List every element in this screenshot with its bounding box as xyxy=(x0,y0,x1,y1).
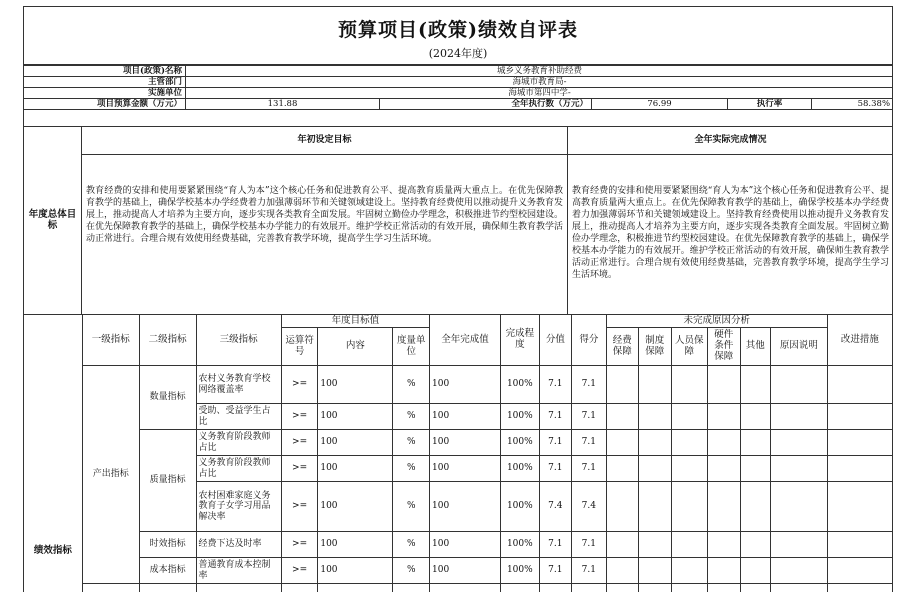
header-reason-staff: 人员保障 xyxy=(671,328,708,366)
row-2-content: 100 xyxy=(318,430,393,456)
project-info-table xyxy=(23,65,893,110)
row-3-weight: 7.1 xyxy=(539,456,571,482)
table-row xyxy=(24,366,893,404)
actual-results-header: 全年实际完成情况 xyxy=(568,127,894,155)
row-5-degree: 100% xyxy=(501,532,540,558)
self-evaluation-sheet xyxy=(23,6,893,592)
row-3-op: >= xyxy=(281,456,318,482)
row-1-value: 100 xyxy=(430,404,501,430)
row-3-unit: % xyxy=(393,456,430,482)
row-4-content: 100 xyxy=(318,482,393,532)
actual-results-text: 教育经费的安排和使用要紧紧围绕“育人为本”这个核心任务和促进教育公平、提高教育质量两大重点上。在优先保障教育教学的基础上，确保学校基本办学经费着力加强薄弱环节和关键领域建设上。坚持教育经费使用以推动提升义务教育发展上，推动提高人才培养为主要方向，逐步实现各类教育全面发展。牢固树立勤俭办学理念，积极推进节约型校园建设。在优先保障教育教学的基础上，确保学校基本办学能力的有效展开。维护学校正常活动的有效开展，确保师生教育教学活动正常进行。合理合规有效使用经费基础，完善教育教学环境，提高学生学习生活环境。 xyxy=(568,155,894,315)
unit-label: 实施单位 xyxy=(24,88,186,99)
row-6-weight: 7.1 xyxy=(539,558,571,584)
header-improve: 改进措施 xyxy=(827,315,892,366)
row-5-content: 100 xyxy=(318,532,393,558)
header-degree: 完成程度 xyxy=(501,315,540,366)
project-name-label: 项目(政策)名称 xyxy=(24,66,186,77)
planned-goals-header: 年初设定目标 xyxy=(82,127,568,155)
row-3-value: 100 xyxy=(430,456,501,482)
row-6-value: 100 xyxy=(430,558,501,584)
table-row xyxy=(24,584,893,593)
row-4-weight: 7.4 xyxy=(539,482,571,532)
row-4-op: >= xyxy=(281,482,318,532)
header-content: 内容 xyxy=(318,328,393,366)
dept-label: 主管部门 xyxy=(24,77,186,88)
header-level2: 二级指标 xyxy=(139,315,196,366)
row-2-weight: 7.1 xyxy=(539,430,571,456)
group-quality-label: 质量指标 xyxy=(139,430,196,532)
header-reason-group: 未完成原因分析 xyxy=(606,315,827,328)
row-0-score: 7.1 xyxy=(572,366,607,404)
unit-value: 海城市第四中学- xyxy=(186,88,894,99)
row-6-score: 7.1 xyxy=(572,558,607,584)
row-3-content: 100 xyxy=(318,456,393,482)
title-area xyxy=(24,7,892,65)
header-unit: 度量单位 xyxy=(393,328,430,366)
row-2-score: 7.1 xyxy=(572,430,607,456)
header-score: 得分 xyxy=(572,315,607,366)
row-2-value: 100 xyxy=(430,430,501,456)
row-0-value: 100 xyxy=(430,366,501,404)
row-0-unit: % xyxy=(393,366,430,404)
row-1-unit: % xyxy=(393,404,430,430)
row-1-l3: 受助、受益学生占比 xyxy=(196,404,281,430)
header-weight: 分值 xyxy=(539,315,571,366)
rate-label: 执行率 xyxy=(728,99,812,110)
level1-output-label: 产出指标 xyxy=(82,366,139,584)
row-6-l2: 成本指标 xyxy=(139,558,196,584)
row-0-weight: 7.1 xyxy=(539,366,571,404)
row-4-degree: 100% xyxy=(501,482,540,532)
row-5-value: 100 xyxy=(430,532,501,558)
project-name-value: 城乡义务教育补助经费 xyxy=(186,66,894,77)
row-1-op: >= xyxy=(281,404,318,430)
table-row xyxy=(24,532,893,558)
dept-value: 海城市教育局- xyxy=(186,77,894,88)
page-subtitle: (2024年度) xyxy=(428,47,488,60)
planned-goals-text: 教育经费的安排和使用要紧紧围绕“育人为本”这个核心任务和促进教育公平、提高教育质量两大重点上。在优先保障教育教学的基础上，确保学校基本办学经费着力加强薄弱环节和关键领域建设上。坚持教育经费使用以推动提升义务教育发展上，推动提高人才培养为主要方向，逐步实现各类教育全面发展。牢固树立勤俭办学理念，积极推进节约型校园建设。在优先保障教育教学的基础上，确保学校基本办学能力的有效展开。维护学校正常活动的有效开展，确保师生教育教学活动正常进行。合理合规有效使用经费基础，完善教育教学环境，提高学生学习生活环境。 xyxy=(82,155,568,315)
header-reason-funding: 经费保障 xyxy=(606,328,638,366)
row-5-op: >= xyxy=(281,532,318,558)
row-6-op: >= xyxy=(281,558,318,584)
row-6-content: 100 xyxy=(318,558,393,584)
row-1-content: 100 xyxy=(318,404,393,430)
row-3-degree: 100% xyxy=(501,456,540,482)
header-operator: 运算符号 xyxy=(281,328,318,366)
row-2-degree: 100% xyxy=(501,430,540,456)
row-4-unit: % xyxy=(393,482,430,532)
row-4-l3: 农村困难家庭义务教育子女学习用品解决率 xyxy=(196,482,281,532)
header-target-group: 年度目标值 xyxy=(281,315,429,328)
table-row xyxy=(24,430,893,456)
row-4-value: 100 xyxy=(430,482,501,532)
row-2-l3: 义务教育阶段教师占比 xyxy=(196,430,281,456)
page-title: 预算项目(政策)绩效自评表 xyxy=(338,19,578,41)
performance-indicators-table xyxy=(23,314,893,592)
executed-label: 全年执行数（万元） xyxy=(380,99,592,110)
annual-goals-label: 年度总体目标 xyxy=(24,127,82,315)
header-level1: 一级指标 xyxy=(82,315,139,366)
row-6-degree: 100% xyxy=(501,558,540,584)
row-2-unit: % xyxy=(393,430,430,456)
row-0-l3: 农村义务教育学校网络覆盖率 xyxy=(196,366,281,404)
rate-value: 58.38% xyxy=(812,99,894,110)
header-reason-desc: 原因说明 xyxy=(770,328,827,366)
row-6-unit: % xyxy=(393,558,430,584)
row-1-score: 7.1 xyxy=(572,404,607,430)
row-5-score: 7.1 xyxy=(572,532,607,558)
row-0-content: 100 xyxy=(318,366,393,404)
row-5-weight: 7.1 xyxy=(539,532,571,558)
performance-section-label: 绩效指标 xyxy=(24,315,83,593)
row-1-weight: 7.1 xyxy=(539,404,571,430)
header-reason-other: 其他 xyxy=(740,328,770,366)
row-3-l3: 义务教育阶段教师占比 xyxy=(196,456,281,482)
row-2-op: >= xyxy=(281,430,318,456)
budget-label: 项目预算金额（万元） xyxy=(24,99,186,110)
row-5-l2: 时效指标 xyxy=(139,532,196,558)
row-0-degree: 100% xyxy=(501,366,540,404)
group-quantity-label: 数量指标 xyxy=(139,366,196,430)
table-row xyxy=(24,558,893,584)
executed-value: 76.99 xyxy=(592,99,728,110)
row-6-l3: 普通教育成本控制率 xyxy=(196,558,281,584)
header-annual-value: 全年完成值 xyxy=(430,315,501,366)
row-5-unit: % xyxy=(393,532,430,558)
header-reason-system: 制度保障 xyxy=(639,328,671,366)
header-level3: 三级指标 xyxy=(196,315,281,366)
row-5-l3: 经费下达及时率 xyxy=(196,532,281,558)
annual-goals-table xyxy=(23,126,893,315)
row-1-degree: 100% xyxy=(501,404,540,430)
budget-value: 131.88 xyxy=(186,99,380,110)
row-0-op: >= xyxy=(281,366,318,404)
row-3-score: 7.1 xyxy=(572,456,607,482)
header-reason-hardware: 硬件条件保障 xyxy=(708,328,740,366)
row-4-score: 7.4 xyxy=(572,482,607,532)
